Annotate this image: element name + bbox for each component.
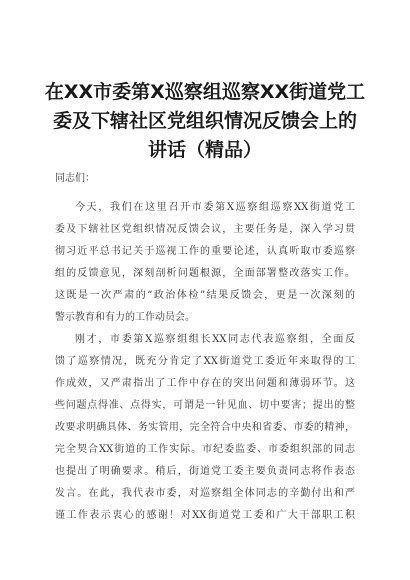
paragraph-line: 这既是一次严肃的“政治体检”结果反馈会，更是一次深刻的: [55, 290, 355, 301]
title-line: 委及下辖社区党组织情况反馈会上的: [52, 110, 357, 132]
document-body: [55, 168, 355, 527]
salutation: 同志们：: [55, 173, 95, 184]
paragraph-line: 警示教育和有力的工作动员会。: [55, 312, 195, 323]
paragraph-line: 彻习近平总书记关于巡视工作的重要论述，认真听取市委巡察: [55, 246, 355, 257]
title-line: 讲话（精品）: [147, 139, 262, 161]
paragraph-2: [55, 329, 355, 527]
paragraph-line: 组的反馈意见，深刻剖析问题根源，全面部署整改落实工作。: [55, 268, 355, 279]
paragraph-line: 改要求明确具体、务实管用，完全符合中央和省委、市委的精神，: [55, 422, 355, 433]
title-line: 在XX市委第X巡察组巡察XX街道党工: [44, 81, 366, 103]
paragraph-1: [55, 197, 355, 329]
paragraph-line: 也提出了明确要求。稍后，街道党工委主要负责同志将作表态: [55, 466, 355, 477]
paragraph-line: 发言。在此，我代表市委，对巡察组全体同志的辛勤付出和严: [55, 488, 355, 499]
paragraph-line: 今天，我们在这里召开市委第X巡察组巡察XX街道党工: [75, 202, 355, 213]
paragraph-line: 谨工作表示衷心的感谢！对XX街道党工委和广大干部职工积: [55, 510, 355, 521]
paragraph-line: 馈了巡察情况，既充分肯定了XX街道党工委近年来取得的工: [55, 356, 355, 367]
document-title: [40, 78, 370, 165]
paragraph-line: 些问题点得准、点得实，可谓是一针见血、切中要害；提出的整: [55, 400, 355, 411]
paragraph-line: 委及下辖社区党组织情况反馈会议，主要任务是，深入学习贯: [55, 224, 355, 235]
paragraph-line: 作成效，又严肃指出了工作中存在的突出问题和薄弱环节。这: [55, 378, 355, 389]
paragraph-line: 刚才，市委第X巡察组组长XX同志代表巡察组，全面反: [75, 334, 355, 345]
paragraph-line: 完全契合XX街道的工作实际。市纪委监委、市委组织部的同志: [55, 444, 355, 455]
